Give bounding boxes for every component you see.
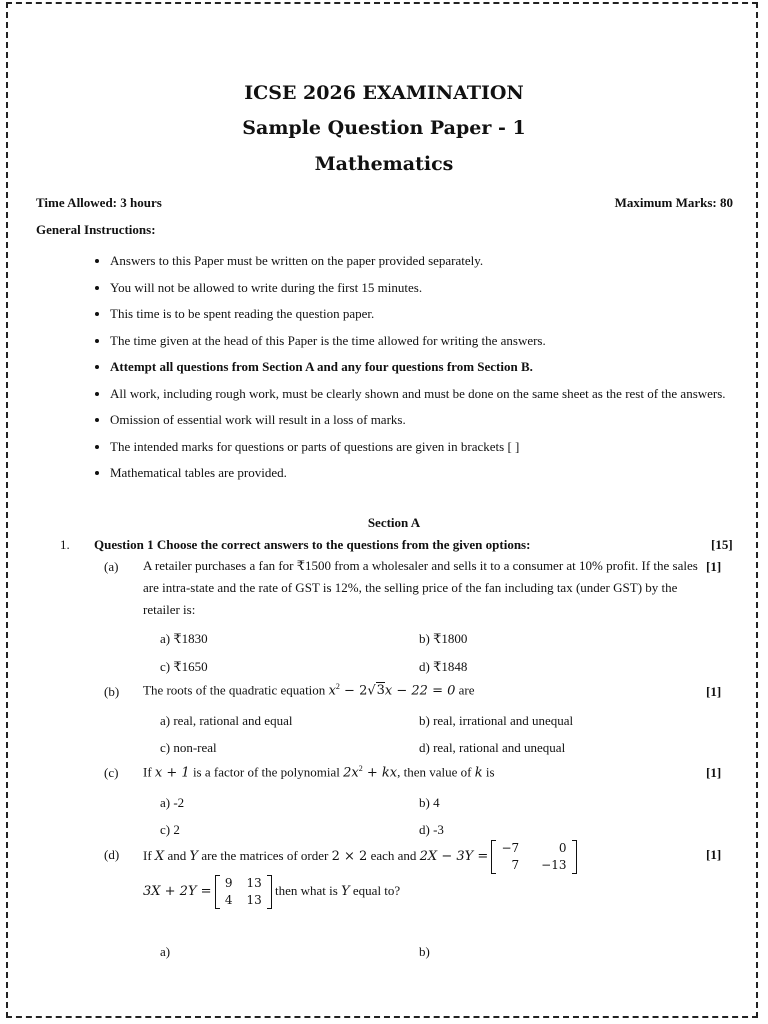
instruction-item: • Answers to this Paper must be written on the paper provided separately. bbox=[110, 248, 730, 275]
section-heading: Section A bbox=[367, 515, 421, 530]
option-d: d) -3 bbox=[419, 822, 444, 837]
instruction-item: • All work, including rough work, must be clearly shown and must be done on the same sheet as the rest of the answers. bbox=[110, 381, 730, 408]
option-a: a) -2 bbox=[160, 795, 185, 810]
max-marks: Maximum Marks: 80 bbox=[614, 195, 733, 210]
part-label: (d) bbox=[104, 847, 120, 862]
part-b-marks: [1] bbox=[706, 684, 722, 699]
exam-title: ICSE 2026 EXAMINATION bbox=[244, 82, 524, 104]
option-b: b) bbox=[419, 944, 430, 959]
part-c-marks: [1] bbox=[706, 765, 722, 780]
part-a-marks: [1] bbox=[706, 559, 722, 574]
part-a-text: A retailer purchases a fan for ₹1500 from a wholesaler and sells it to a consumer at 10% profit. If the sales are intra-state and the rate of GST is 12%, the selling price of the fan including tax (under GST) by the retailer is: bbox=[143, 558, 698, 617]
option-b: b) 4 bbox=[419, 795, 440, 810]
part-b-text: The roots of the quadratic equation $x^2 - 2√3x - 22 = 0$ are bbox=[143, 682, 475, 699]
option-b: b) real, irrational and unequal bbox=[419, 713, 574, 728]
equation: x bbox=[328, 683, 336, 699]
paper-title: Sample Question Paper - 1 bbox=[242, 117, 526, 139]
part-label: (b) bbox=[104, 684, 120, 699]
question-heading: Question 1 Choose the correct answers to the questions from the given options: bbox=[94, 537, 531, 552]
part-label: (c) bbox=[104, 765, 119, 780]
part-c-text: If x + 1 is a factor of the polynomial $2x^2$ + kx, then value of k is bbox=[143, 764, 495, 781]
option-c: c) non-real bbox=[160, 740, 217, 755]
part-d-line2: 3X + 2Y = 9 13 4 13 then what is Y equal to? bbox=[143, 876, 401, 907]
instructions-list bbox=[90, 248, 730, 487]
instruction-item: • The time given at the head of this Paper is the time allowed for writing the answers. bbox=[110, 328, 730, 355]
option-a: a) real, rational and equal bbox=[160, 713, 293, 728]
instruction-item: • Mathematical tables are provided. bbox=[110, 460, 730, 487]
option-c: c) ₹1650 bbox=[160, 659, 208, 674]
question-marks: [15] bbox=[711, 537, 733, 552]
instruction-item: • The intended marks for questions or parts of questions are given in brackets [ ] bbox=[110, 434, 730, 461]
subject-title: Mathematics bbox=[314, 153, 454, 175]
part-d-line1: If X and Y are the matrices of order 2 × 2 each and 2X − 3Y = −7 0 7 −13 bbox=[143, 840, 577, 874]
option-c: c) 2 bbox=[160, 822, 180, 837]
option-d: d) real, rational and unequal bbox=[419, 740, 566, 755]
instruction-item: • Omission of essential work will result in a loss of marks. bbox=[110, 407, 730, 434]
time-allowed: Time Allowed: 3 hours bbox=[36, 195, 162, 210]
option-a: a) ₹1830 bbox=[160, 631, 208, 646]
instruction-item: • This time is to be spent reading the question paper. bbox=[110, 301, 730, 328]
general-instructions-heading: General Instructions: bbox=[36, 222, 156, 237]
option-a: a) bbox=[160, 944, 171, 959]
question-number: 1. bbox=[60, 537, 70, 552]
matrix-3x-plus-2y: 9 13 4 13 bbox=[215, 875, 272, 909]
option-d: d) ₹1848 bbox=[419, 659, 468, 674]
option-b: b) ₹1800 bbox=[419, 631, 468, 646]
part-label: (a) bbox=[104, 559, 119, 574]
part-d-marks: [1] bbox=[706, 847, 722, 862]
matrix-2x-minus-3y: −7 0 7 −13 bbox=[491, 840, 576, 874]
instruction-item: • Attempt all questions from Section A and any four questions from Section B. bbox=[110, 354, 730, 381]
instruction-item: • You will not be allowed to write during the first 15 minutes. bbox=[110, 275, 730, 302]
